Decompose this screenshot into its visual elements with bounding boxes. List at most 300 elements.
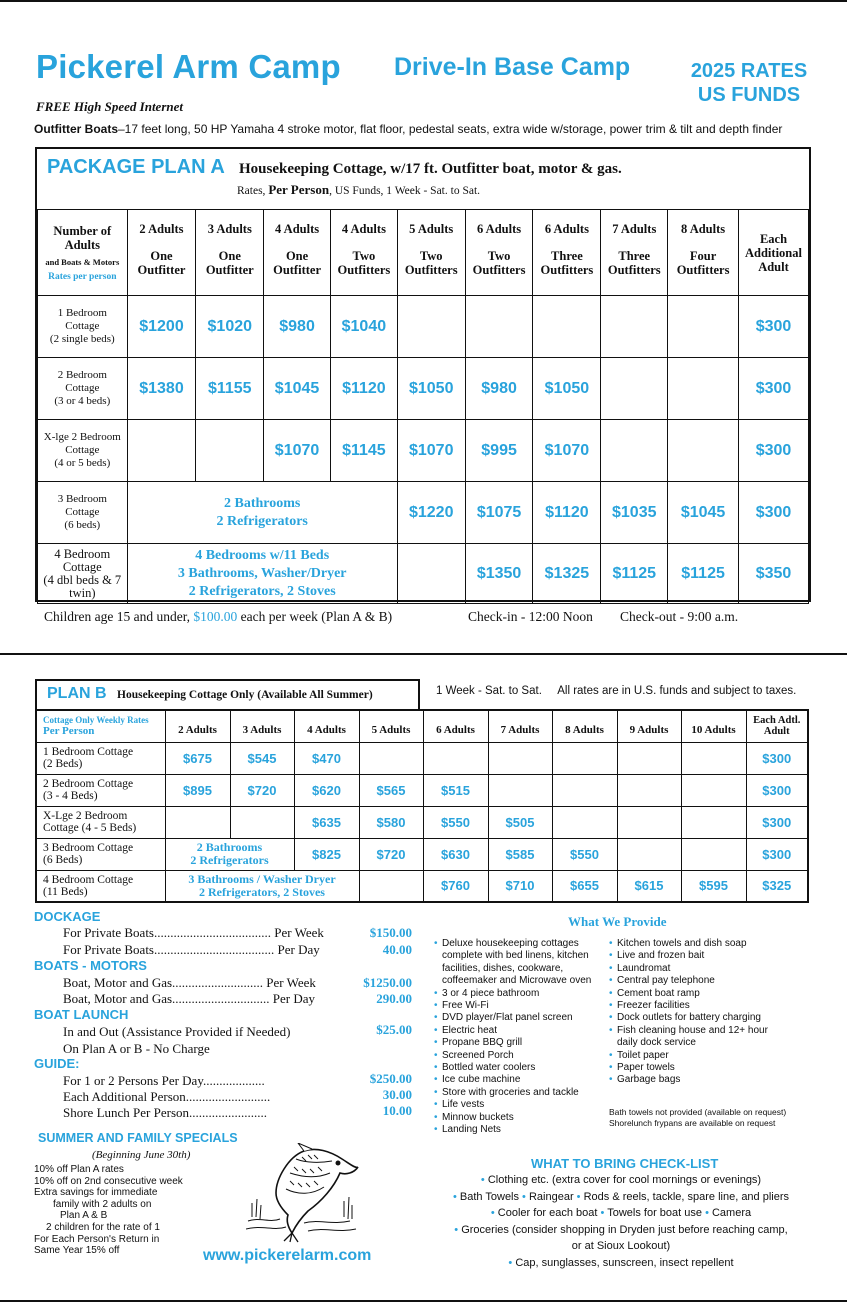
specials-subtitle: (Beginning June 30th) [92,1149,191,1161]
plan-a-row-label-line: Cottage [62,559,102,574]
checklist-item: Rods & reels, tackle, spare line, and pliers [583,1190,790,1203]
plan-a-extra-rate: $300 [738,358,808,420]
checklist-item: or at Sioux Lookout) [571,1240,671,1252]
checklist-line: • Clothing etc. (extra cover for cool mornings or evenings) [480,1174,762,1186]
provide-list-left [434,938,604,1137]
plan-a-rate [668,358,739,420]
plan-a-rate: $980 [264,296,331,358]
provide-notes [609,1107,786,1129]
plan-b-row-label-line: Cottage (4 - 5 Beds) [43,822,137,834]
plan-a-col-boats: Three [618,249,651,263]
plan-a-rate [127,420,196,482]
plan-a-subtitle [237,182,480,198]
plan-a-col-boats: Two [419,249,443,263]
towel-note: Bath towels not provided (available on request) [609,1107,787,1117]
plan-a-rate: $1155 [196,358,264,420]
plan-a-rate: $995 [465,420,533,482]
checklist-item: Raingear [528,1190,574,1203]
plan-a-hdr-adults: Number of Adults [53,223,112,252]
checklist-line: • Groceries (consider shopping in Dryden just before reaching camp, [454,1223,788,1236]
plan-b-row-label [36,870,165,902]
boat-week: Boat, Motor and Gas............................ Per Week [63,975,316,990]
boat-day: Boat, Motor and Gas.............................. Per Day [63,991,316,1006]
plan-a-row-label-line: (4 dbl beds & 7 [43,572,122,587]
plan-b-rate [488,774,552,806]
plan-b-col-header: 6 Adults [423,710,488,742]
provide-item: • Garbage bags [609,1074,784,1086]
checklist-item: Clothing etc. (extra cover for cool mornings or evenings) [487,1174,762,1186]
guide-lunch: Shore Lunch Per Person........................ [63,1105,268,1120]
plan-a-rate: $1070 [397,420,465,482]
plan-a-rate [196,420,264,482]
plan-b-rate [617,806,681,838]
provide-item: • Free Wi-Fi [434,1000,604,1012]
plan-a-rate [601,420,668,482]
plan-b-extra-rate: $300 [746,774,808,806]
special-line: Extra savings for immediate [34,1187,158,1199]
guide-day-price: $250.00 [369,1071,412,1086]
provide-item: • Fish cleaning house and 12+ hour daily dock service [609,1025,784,1050]
plan-a-row [38,482,809,544]
plan-b-amenity: 2 Bathrooms [196,840,263,854]
plan-a-rate [465,296,533,358]
plan-a-col-header [533,210,601,296]
plan-a-row [38,420,809,482]
plan-a-col-boats: One [285,249,309,263]
plan-a-col-outfitter: Outfitters [404,263,458,277]
special-line: 10% off Plan A rates [34,1164,124,1175]
plan-b-rate: $720 [359,838,423,870]
plan-b-col-header: 8 Adults [552,710,617,742]
provide-item: • Dock outlets for battery charging [609,1012,784,1024]
plan-a-row-label [38,296,128,358]
plan-a-rate: $1035 [601,482,668,544]
plan-b-amenity: 3 Bathrooms / Washer Dryer [188,871,336,886]
special-line: 10% off on 2nd consecutive week [34,1175,183,1187]
plan-b-row-label-line: 4 Bedroom Cottage [43,873,134,886]
provide-item: • Landing Nets [434,1124,604,1136]
plan-b-rate [617,742,681,774]
plan-a-rate [397,544,465,604]
plan-a-row-label-line: Cottage [65,444,100,456]
plan-b-extra-header [746,710,808,742]
plan-b-col-header: 5 Adults [359,710,423,742]
plan-a-row-label-line: 4 Bedroom [54,546,111,561]
provide-item: • Life vests [434,1099,604,1111]
plan-a-rate: $1120 [330,358,397,420]
checklist-line [432,1238,810,1255]
plan-b-row [36,742,808,774]
plan-b-row [36,806,808,838]
outfitter-description [34,122,782,136]
plan-b-rate [423,742,488,774]
plan-a-row-label-line: twin) [69,585,96,600]
dockage-day-price: 40.00 [382,942,412,957]
plan-a-sub-bold: Per Person [268,182,330,197]
plan-a-row-label-line: 1 Bedroom [57,307,107,319]
dockage-week: For Private Boats.................................... Per Week [63,925,324,940]
plan-b-row [36,774,808,806]
website-link[interactable]: www.pickerelarm.com [203,1247,372,1264]
jumping-fish-illustration [246,1143,361,1243]
plan-a-rate: $980 [465,358,533,420]
guide-heading: GUIDE: [34,1056,80,1071]
provide-list-right [609,938,784,1087]
plan-a-col-header [465,210,533,296]
plan-b-row [36,838,808,870]
checklist-item: Bath Towels [459,1190,519,1203]
provide-item: • 3 or 4 piece bathroom [434,988,604,1000]
rates-year: 2025 RATES [690,60,808,82]
plan-b-title: PLAN B [47,685,107,702]
plan-a-extra-rate: $300 [738,296,808,358]
provide-item: • Freezer facilities [609,1000,784,1012]
plan-a-col-boats: Three [551,249,583,263]
plan-a-rate: $1125 [601,544,668,604]
plan-a-rate: $1070 [533,420,601,482]
plan-a-rate [397,296,465,358]
plan-b-col-header: 3 Adults [230,710,294,742]
plan-a-hdr-boats: and Boats & Motors [45,256,120,267]
checklist-line: • Cap, sunglasses, sunscreen, insect repellent [508,1256,734,1269]
plan-a-col-adults: 3 Adults [207,222,252,236]
plan-b-note: 1 Week - Sat. to Sat. All rates are in U.S. funds and subject to taxes. [436,685,797,697]
specials-title: SUMMER AND FAMILY SPECIALS [38,1131,238,1145]
provide-item: • Paper towels [609,1062,784,1074]
plan-a-col-outfitter: Outfitters [540,263,594,277]
checklist-body [432,1172,810,1271]
checkin-time: Check-in - 12:00 Noon [468,609,593,624]
camp-subtitle: Drive-In Base Camp [394,53,631,81]
plan-b-amenity: 2 Refrigerators [190,853,269,867]
children-note [44,609,392,625]
plan-b-row-label [36,838,165,870]
plan-a-col-boats: Two [487,249,511,263]
plan-a-rate: $1145 [330,420,397,482]
plan-a-rate: $1075 [465,482,533,544]
provide-item: • Screened Porch [434,1050,604,1062]
plan-a-rate: $1050 [397,358,465,420]
plan-b-title-box [35,679,420,709]
plan-b-rate: $720 [230,774,294,806]
boat-day-price: 290.00 [376,991,412,1006]
plan-b-row-label-line: 2 Bedroom Cottage [43,778,134,790]
provide-item: • Propane BBQ grill [434,1037,604,1049]
plan-b-rate [617,838,681,870]
launch-heading: BOAT LAUNCH [34,1007,129,1022]
plan-b-rate [681,774,746,806]
plan-a-col-adults: 5 Adults [409,222,454,236]
checklist-item: Towels for boat use [607,1207,703,1219]
plan-a-col-outfitter: Outfitters [676,263,730,277]
rates-currency: US FUNDS [697,84,801,106]
boats-heading: BOATS - MOTORS [34,958,147,973]
plan-b-table [35,709,809,903]
plan-b-rate: $895 [165,774,230,806]
frypan-note: Shorelunch frypans are available on request [609,1118,776,1128]
plan-a-amenity: 2 Refrigerators, 2 Stoves [188,583,336,599]
plan-a-rate: $1040 [330,296,397,358]
checklist-line: • Cooler for each boat • Towels for boat use • Camera [490,1207,752,1219]
plan-a-col-outfitter: Outfitters [472,263,526,277]
plan-a-col-header [668,210,739,296]
plan-b-rate: $615 [617,870,681,902]
plan-b-col-header: 4 Adults [294,710,359,742]
plan-a-amenities [127,544,397,604]
plan-a-rate: $1125 [668,544,739,604]
plan-a-row-label-line: Cottage [65,506,100,518]
plan-b-rate [681,838,746,870]
plan-b-rate: $550 [552,838,617,870]
plan-b-extra-rate: $300 [746,806,808,838]
provide-item: • Store with groceries and tackle [434,1087,604,1099]
provide-item: • Cement boat ramp [609,988,784,1000]
plan-b-rate [359,742,423,774]
plan-b-row-label-line: (3 - 4 Beds) [43,790,98,802]
special-line: For Each Person's Return in [34,1233,160,1245]
plan-b-rate: $565 [359,774,423,806]
special-line: Same Year 15% off [34,1245,120,1257]
plan-a-col-header [601,210,668,296]
plan-b-rate: $580 [359,806,423,838]
plan-a-col-adults: 7 Adults [612,222,657,236]
launch-price: $25.00 [376,1022,412,1037]
outfitter-label: Outfitter Boats [34,122,118,136]
provide-item: • Electric heat [434,1025,604,1037]
plan-b-corner-header [36,710,165,742]
guide-lunch-price: 10.00 [382,1103,412,1118]
dockage-week-price: $150.00 [369,925,412,940]
plan-b-row-label [36,806,165,838]
plan-b-rate: $635 [294,806,359,838]
plan-b-rate [681,806,746,838]
provide-item: • Ice cube machine [434,1074,604,1086]
plan-a-col-adults: 4 Adults [274,222,320,236]
plan-b-col-header: 7 Adults [488,710,552,742]
plan-b-hdr-person: Per Person [43,725,95,738]
plan-a-amenities [127,482,397,544]
plan-b-rate: $470 [294,742,359,774]
plan-a-row [38,544,809,604]
special-line: Plan A & B [60,1210,108,1222]
plan-b-rate: $760 [423,870,488,902]
plan-b-rate [230,806,294,838]
plan-b-rate: $630 [423,838,488,870]
plan-a-row-label [38,482,128,544]
dockage-heading: DOCKAGE [34,909,101,924]
plan-a-row-label-line: (4 or 5 beds) [54,457,111,469]
provide-title: What We Provide [568,914,667,929]
plan-b-rate [552,806,617,838]
plan-a-col-header [196,210,264,296]
plan-a-rate: $1020 [196,296,264,358]
plan-b-rate: $675 [165,742,230,774]
plan-a-header [37,149,809,210]
plan-b-rate [681,742,746,774]
plan-b-rate: $825 [294,838,359,870]
plan-a-row-label-line: X-lge 2 Bedroom [43,431,121,443]
checklist-item: Camera [711,1207,752,1219]
plan-a-row [38,296,809,358]
plan-a-rate: $1200 [127,296,196,358]
provide-item: • Live and frozen bait [609,950,784,962]
plan-b-description: Housekeeping Cottage Only (Available All Summer) [117,689,373,701]
provide-item: • Toilet paper [609,1050,784,1062]
plan-b-rate: $545 [230,742,294,774]
special-line: family with 2 adults on [53,1198,152,1210]
plan-a-col-adults: 2 Adults [139,222,184,236]
plan-a-col-adults: 8 Adults [681,222,726,236]
plan-a-col-boats: One [218,249,241,263]
plan-b-rate [488,742,552,774]
children-suffix: each per week (Plan A & B) [237,609,393,624]
plan-a-rate: $1350 [465,544,533,604]
plan-b-rate: $585 [488,838,552,870]
plan-a-col-outfitter: Outfitters [337,263,391,277]
provide-item: • DVD player/Flat panel screen [434,1012,604,1024]
plan-a-sub-prefix: Rates, [237,185,269,197]
plan-a-title: PACKAGE PLAN A [47,156,225,178]
plan-a-row-label [38,544,128,604]
special-line: 2 children for the rate of 1 [46,1221,160,1233]
plan-a-description: Housekeeping Cottage, w/17 ft. Outfitter boat, motor & gas. [239,161,622,177]
specials-list [34,1164,183,1257]
guide-day: For 1 or 2 Persons Per Day................... [63,1073,265,1088]
plan-a-col-header [264,210,331,296]
camp-title: Pickerel Arm Camp [36,48,341,85]
plan-a-col-boats: Two [352,249,376,263]
launch-item: In and Out (Assistance Provided if Needed) [63,1024,291,1039]
plan-a-amenity: 2 Bathrooms [224,495,301,511]
plan-a-col-header [397,210,465,296]
boat-week-price: $1250.00 [363,975,412,990]
plan-a-table [37,209,809,604]
plan-b-amenity: 2 Refrigerators, 2 Stoves [199,884,325,899]
plan-b-extra-rate: $325 [746,870,808,902]
plan-b-row [36,870,808,902]
plan-a-col-adults: 6 Adults [477,222,522,236]
guide-additional-price: 30.00 [382,1087,412,1102]
plan-a-extra-rate: $300 [738,482,808,544]
plan-a-col-adults: 4 Adults [341,222,386,236]
plan-a-amenity: 4 Bedrooms w/11 Beds [195,547,330,563]
plan-a-header-row [38,210,809,296]
guide-additional: Each Additional Person.......................... [63,1089,271,1104]
free-internet: FREE High Speed Internet [36,99,183,114]
plan-b-rate: $515 [423,774,488,806]
checklist-line: • Bath Towels • Raingear • Rods & reels, tackle, spare line, and pliers [452,1190,790,1203]
checkout-time: Check-out - 9:00 a.m. [620,609,739,624]
checklist-item: Cap, sunglasses, sunscreen, insect repellent [515,1256,734,1269]
plan-a-col-boats: Four [689,249,717,263]
checklist-title: WHAT TO BRING CHECK-LIST [531,1156,719,1171]
plan-b-rate [552,742,617,774]
plan-a-extra-header: Each Additional Adult [738,210,808,296]
provide-item: • Minnow buckets [434,1112,604,1124]
provide-item: • Laundromat [609,963,784,975]
plan-b-header-row [36,710,808,742]
plan-b-rate [359,870,423,902]
plan-a-col-outfitter: Outfitter [205,263,254,277]
plan-a-rate: $1050 [533,358,601,420]
plan-b-col-header: 9 Adults [617,710,681,742]
plan-b-col-header: 2 Adults [165,710,230,742]
plan-a-rate: $1220 [397,482,465,544]
plan-a-box [35,147,811,602]
plan-b-row-label-line: (2 Beds) [43,758,83,770]
plan-a-rate: $1380 [127,358,196,420]
plan-b-extra-rate: $300 [746,838,808,870]
checklist-item: Cooler for each boat [497,1207,598,1219]
plan-a-amenity: 2 Refrigerators [216,513,308,529]
plan-b-row-label-line: (11 Beds) [43,885,88,898]
plan-a-rate: $1045 [264,358,331,420]
plan-a-rate [601,358,668,420]
plan-b-extra-header-line: Each Adtl. [753,715,801,727]
plan-a-col-adults: 6 Adults [544,222,589,236]
plan-b-row-label-line: X-Lge 2 Bedroom [43,810,128,822]
plan-a-row-label-line: (2 single beds) [49,333,115,345]
plan-a-row-label-line: Cottage [65,320,100,332]
plan-a-rate [668,420,739,482]
plan-a-amenity: 3 Bathrooms, Washer/Dryer [177,565,347,581]
plan-b-rate [552,774,617,806]
plan-a-rate: $1120 [533,482,601,544]
middle-rule [0,653,847,655]
plan-b-rate [165,806,230,838]
top-rule [0,0,847,2]
plan-a-row-label-line: (3 or 4 beds) [54,395,111,407]
children-price: $100.00 [193,609,238,624]
plan-b-row-label-line: 1 Bedroom Cottage [43,746,134,758]
plan-b-amenities [165,870,359,902]
provide-item: • Deluxe housekeeping cottages complete with bed linens, kitchen facilities, dishes, cookware, coffeemaker and Microwave oven [434,938,604,988]
plan-a-row-label-line: 2 Bedroom [57,369,107,381]
plan-a-rate [668,296,739,358]
plan-b-rate: $505 [488,806,552,838]
plan-a-extra-rate: $300 [738,420,808,482]
provide-item: • Bottled water coolers [434,1062,604,1074]
plan-a-row-label-line: (6 beds) [64,519,101,531]
plan-b-row-label [36,742,165,774]
plan-a-row-label [38,420,128,482]
plan-a-corner-header [38,210,128,296]
plan-b-hdr-rates: Cottage Only Weekly Rates [43,715,149,726]
plan-a-row [38,358,809,420]
plan-a-rate: $1045 [668,482,739,544]
provide-item: • Central pay telephone [609,975,784,987]
plan-a-col-header [127,210,196,296]
plan-b-rate: $655 [552,870,617,902]
plan-a-col-boats: One [150,249,173,263]
rates-heading [684,59,814,107]
plan-b-rate: $595 [681,870,746,902]
checklist-item: Groceries (consider shopping in Dryden just before reaching camp, [461,1223,788,1236]
plan-b-rate: $550 [423,806,488,838]
outfitter-text: –17 feet long, 50 HP Yamaha 4 stroke motor, flat floor, pedestal seats, extra wide w/storage, power trim & tilt and depth finder [118,122,783,136]
plan-b-rate [617,774,681,806]
plan-a-col-outfitter: Outfitter [273,263,321,277]
plan-a-rate [533,296,601,358]
plan-a-row-label-line: 3 Bedroom [57,493,107,505]
provide-item: • Kitchen towels and dish soap [609,938,784,950]
plan-b-extra-header-line: Adult [763,726,790,738]
children-prefix: Children age 15 and under, [44,609,194,624]
plan-a-rate: $1070 [264,420,331,482]
plan-a-row-label-line: Cottage [65,382,100,394]
dockage-day: For Private Boats..................................... Per Day [63,942,320,957]
plan-a-col-outfitter: Outfitters [607,263,661,277]
